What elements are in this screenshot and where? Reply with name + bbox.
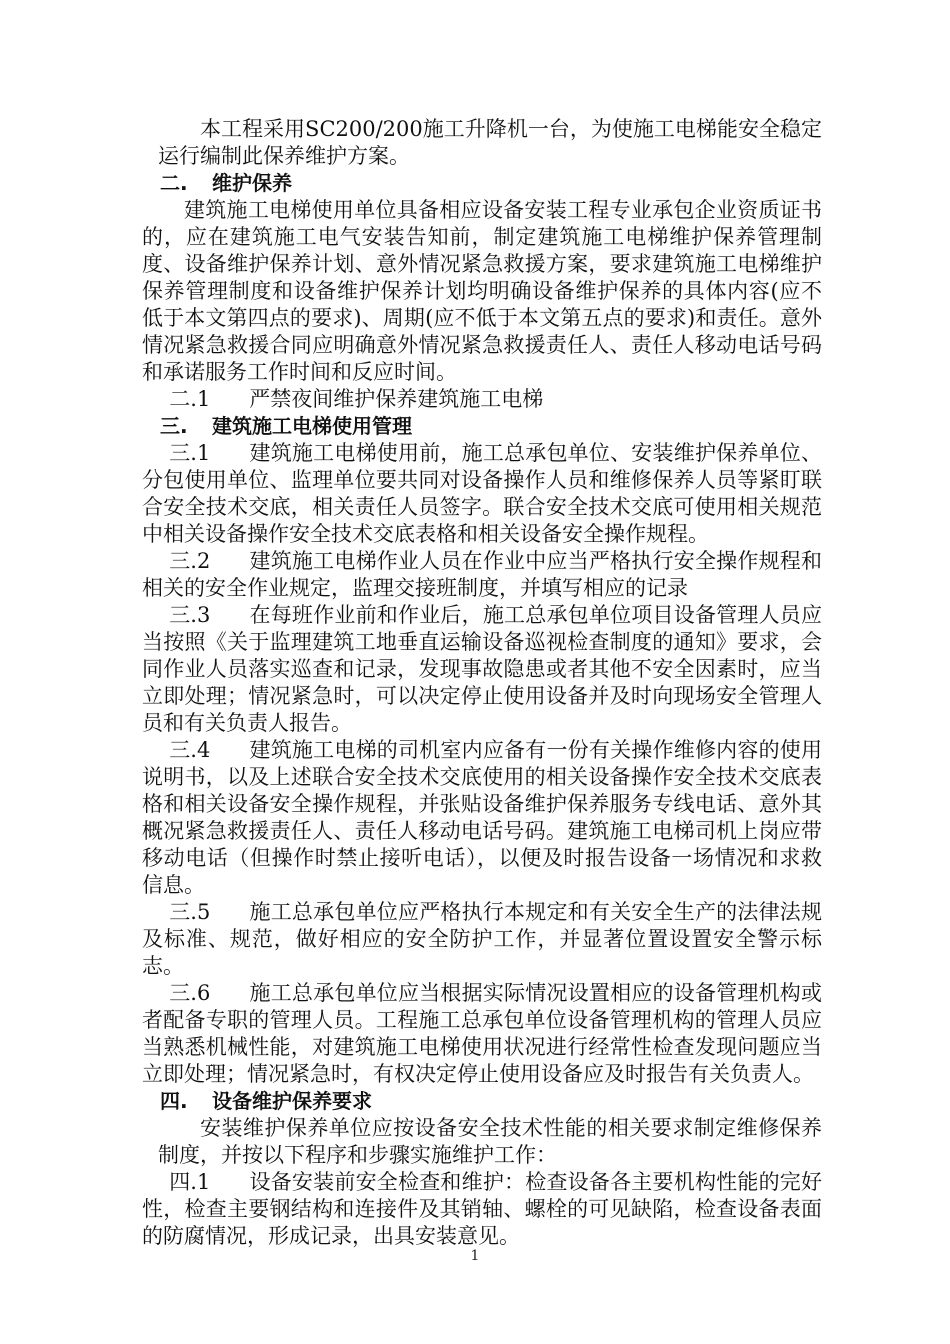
section-number: 二. [160, 171, 188, 195]
clause-3-4 [142, 737, 822, 899]
page-number: 1 [470, 1248, 480, 1264]
clause-number: 三.6 [169, 981, 211, 1005]
clause-3-2 [142, 548, 822, 602]
clause-text: 严禁夜间维护保养建筑施工电梯 [249, 387, 544, 411]
section-title: 维护保养 [212, 171, 292, 195]
clause-number: 三.4 [169, 738, 211, 762]
section-heading-3 [142, 413, 822, 440]
clause-number: 三.2 [169, 549, 211, 573]
clause-number: 四.1 [169, 1170, 211, 1194]
section-heading-4 [142, 1088, 822, 1115]
clause-text: 建筑施工电梯作业人员在作业中应当严格执行安全操作规程和相关的安全作业规定，监理交接班制度，并填写相应的记录 [142, 549, 822, 600]
clause-number: 三.3 [169, 603, 211, 627]
clause-3-6 [142, 980, 822, 1088]
clause-text: 施工总承包单位应当根据实际情况设置相应的设备管理机构或者配备专职的管理人员。工程施工总承包单位设备管理机构的管理人员应当熟悉机械性能，对建筑施工电梯使用状况进行经常性检查发现问题应当立即处理；情况紧急时，有权决定停止使用设备应及时报告有关负责人。 [142, 981, 822, 1086]
clause-text: 建筑施工电梯的司机室内应备有一份有关操作维修内容的使用说明书，以及上述联合安全技术交底使用的相关设备操作安全技术交底表格和相关设备安全操作规程，并张贴设备维护保养服务专线电话、意外其概况紧急救援责任人、责任人移动电话号码。建筑施工电梯司机上岗应带移动电话（但操作时禁止接听电话），以便及时报告设备一场情况和求救信息。 [142, 738, 822, 897]
section-number: 四. [160, 1089, 188, 1113]
document-body [142, 116, 822, 1250]
clause-3-1 [142, 440, 822, 548]
section-heading-2 [142, 170, 822, 197]
clause-text: 建筑施工电梯使用前，施工总承包单位、安装维护保养单位、分包使用单位、监理单位要共同对设备操作人员和维修保养人员等紧盯联合安全技术交底，相关责任人员签字。联合安全技术交底可使用相关规范中相关设备操作安全技术交底表格和相关设备安全操作规程。 [142, 441, 822, 546]
clause-number: 三.1 [169, 441, 211, 465]
clause-number: 三.5 [169, 900, 211, 924]
clause-4-1 [142, 1169, 822, 1250]
clause-number: 二.1 [169, 387, 211, 411]
clause-text: 施工总承包单位应严格执行本规定和有关安全生产的法律法规及标准、规范，做好相应的安全防护工作，并显著位置设置安全警示标志。 [142, 900, 822, 978]
clause-3-3 [142, 602, 822, 737]
section-4-paragraph: 安装维护保养单位应按设备安全技术性能的相关要求制定维修保养制度，并按以下程序和步骤实施维护工作： [158, 1116, 822, 1167]
section-title: 设备维护保养要求 [212, 1089, 372, 1113]
section-title: 建筑施工电梯使用管理 [212, 414, 412, 438]
clause-text: 在每班作业前和作业后，施工总承包单位项目设备管理人员应当按照《关于监理建筑工地垂直运输设备巡视检查制度的通知》要求，会同作业人员落实巡查和记录，发现事故隐患或者其他不安全因素时，应当立即处理；情况紧急时，可以决定停止使用设备并及时向现场安全管理人员和有关负责人报告。 [142, 603, 822, 735]
intro-paragraph: 本工程采用SC200/200施工升降机一台，为使施工电梯能安全稳定运行编制此保养维护方案。 [158, 117, 822, 168]
clause-text: 设备安装前安全检查和维护：检查设备各主要机构性能的完好性，检查主要钢结构和连接件及其销轴、螺栓的可见缺陷，检查设备表面的防腐情况，形成记录，出具安装意见。 [142, 1170, 822, 1248]
clause-3-5 [142, 899, 822, 980]
clause-2-1 [142, 386, 822, 413]
section-2-paragraph: 建筑施工电梯使用单位具备相应设备安装工程专业承包企业资质证书的，应在建筑施工电气安装告知前，制定建筑施工电梯维护保养管理制度、设备维护保养计划、意外情况紧急救援方案，要求建筑施工电梯维护保养管理制度和设备维护保养计划均明确设备维护保养的具体内容(应不低于本文第四点的要求)、周期(应不低于本文第五点的要求)和责任。意外情况紧急救援合同应明确意外情况紧急救援责任人、责任人移动电话号码和承诺服务工作时间和反应时间。 [142, 198, 822, 384]
section-number: 三. [160, 414, 188, 438]
